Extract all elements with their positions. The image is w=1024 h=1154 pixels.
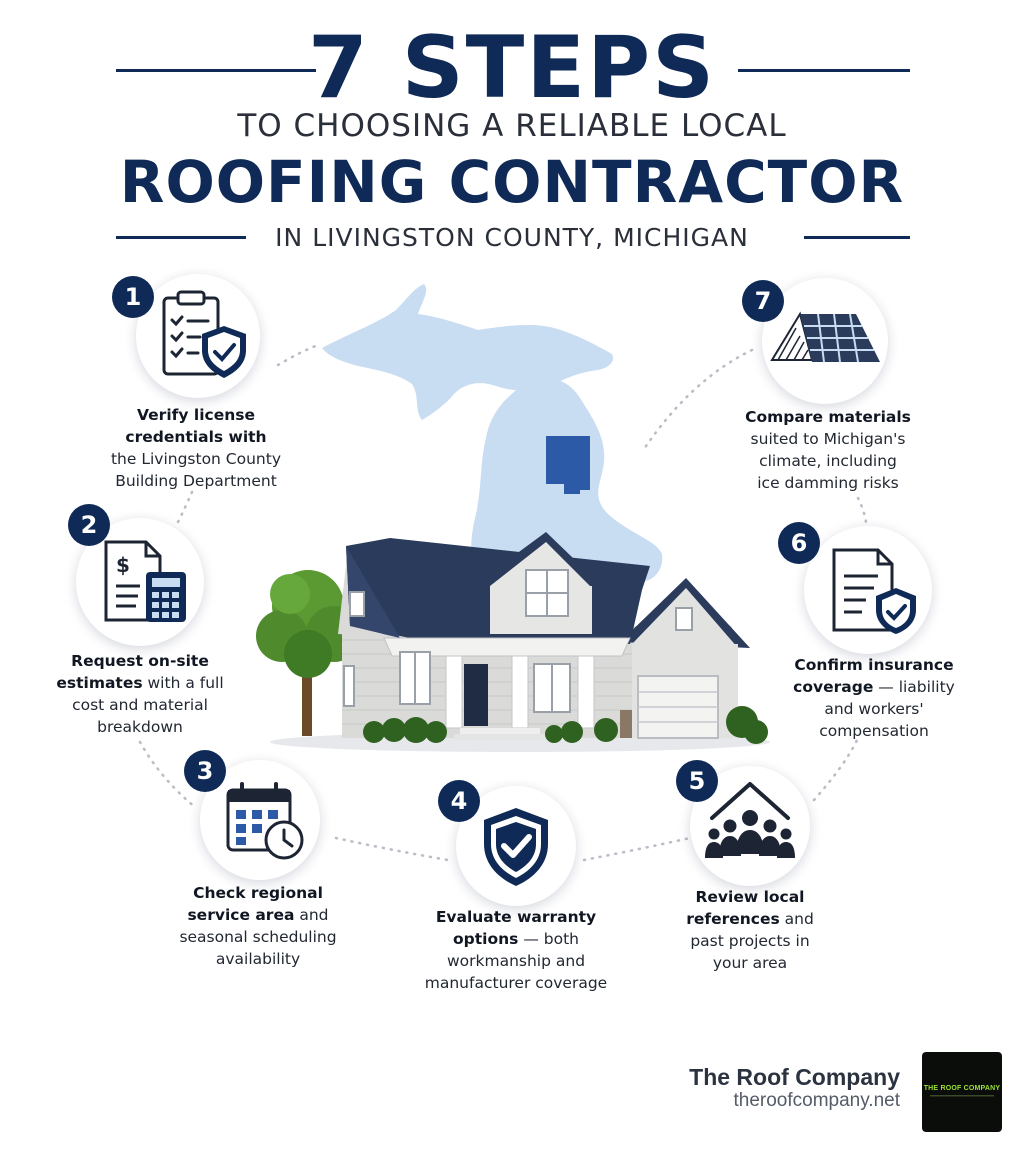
house-illustration	[250, 526, 780, 756]
step-5-bold-2: references	[686, 910, 780, 928]
step-7-normal-4: ice damming risks	[757, 474, 899, 492]
step-2-text	[40, 650, 240, 738]
step-2-normal-4: breakdown	[97, 718, 183, 736]
step-1-bold-1: Verify license	[137, 406, 255, 424]
step-5-bold-1: Review local	[695, 888, 805, 906]
step-6-bold-2: coverage	[793, 678, 874, 696]
step-3-normal-3: seasonal scheduling	[179, 928, 337, 946]
svg-text:$: $	[116, 553, 130, 577]
step-4-badge: 4	[438, 780, 480, 822]
step-6-text	[774, 654, 974, 742]
brand-url[interactable]: theroofcompany.net	[733, 1090, 900, 1111]
logo-underline	[922, 1095, 1002, 1098]
step-1-normal-2: Building Department	[115, 472, 277, 490]
step-4-bold-2: options	[453, 930, 519, 948]
title-subheading: TO CHOOSING A RELIABLE LOCAL	[237, 108, 787, 144]
step-5-normal-2: and	[779, 910, 814, 928]
step-4-text	[406, 906, 626, 994]
step-4-normal-3: workmanship and	[446, 952, 586, 970]
step-3-text	[158, 882, 358, 970]
clipboard-shield-icon	[136, 274, 260, 398]
step-7-normal-3: climate, including	[759, 452, 897, 470]
logo-text: THE ROOF COMPANY	[923, 1085, 1001, 1092]
step-5-normal-4: your area	[712, 954, 788, 972]
step-3-normal-4: availability	[215, 950, 301, 968]
brand-logo	[922, 1052, 1002, 1132]
step-2-normal-3: cost and material	[72, 696, 208, 714]
step-2-bold-1: Request on-site	[71, 652, 209, 670]
step-2-badge: 2	[68, 504, 110, 546]
title-seven-steps: 7 STEPS	[307, 18, 717, 118]
step-1-normal-1: the Livingston County	[110, 450, 282, 468]
step-6-normal-2: — liability	[873, 678, 955, 696]
step-7-badge: 7	[742, 280, 784, 322]
step-3-badge: 3	[184, 750, 226, 792]
step-7-normal-2: suited to Michigan's	[750, 430, 906, 448]
brand-name: The Roof Company	[689, 1064, 900, 1090]
step-2-bold-2: estimates	[56, 674, 143, 692]
step-6-icon-circle	[804, 526, 932, 654]
step-4-normal-4: manufacturer coverage	[424, 974, 608, 992]
step-5-normal-3: past projects in	[690, 932, 810, 950]
step-3-normal-2: and	[294, 906, 329, 924]
title-location: IN LIVINGSTON COUNTY, MICHIGAN	[275, 223, 749, 252]
step-6-normal-4: compensation	[819, 722, 929, 740]
step-2-normal-2: with a full	[142, 674, 224, 692]
step-1-bold-2: credentials with	[125, 428, 267, 446]
step-6-badge: 6	[778, 522, 820, 564]
step-3-bold-1: Check regional	[193, 884, 323, 902]
step-1-text	[92, 404, 300, 492]
step-1-icon-circle	[136, 274, 260, 398]
step-4-normal-2: — both	[518, 930, 579, 948]
step-5-text	[650, 886, 850, 974]
title-roofing-contractor: ROOFING CONTRACTOR	[119, 148, 905, 216]
step-1-badge: 1	[112, 276, 154, 318]
step-3-bold-2: service area	[187, 906, 295, 924]
step-5-badge: 5	[676, 760, 718, 802]
step-7-text	[722, 406, 934, 494]
step-4-bold-1: Evaluate warranty	[435, 908, 597, 926]
step-6-bold-1: Confirm insurance	[794, 656, 954, 674]
document-shield-icon	[804, 526, 932, 654]
step-7-bold-1: Compare materials	[745, 408, 911, 426]
step-6-normal-3: and workers'	[824, 700, 924, 718]
